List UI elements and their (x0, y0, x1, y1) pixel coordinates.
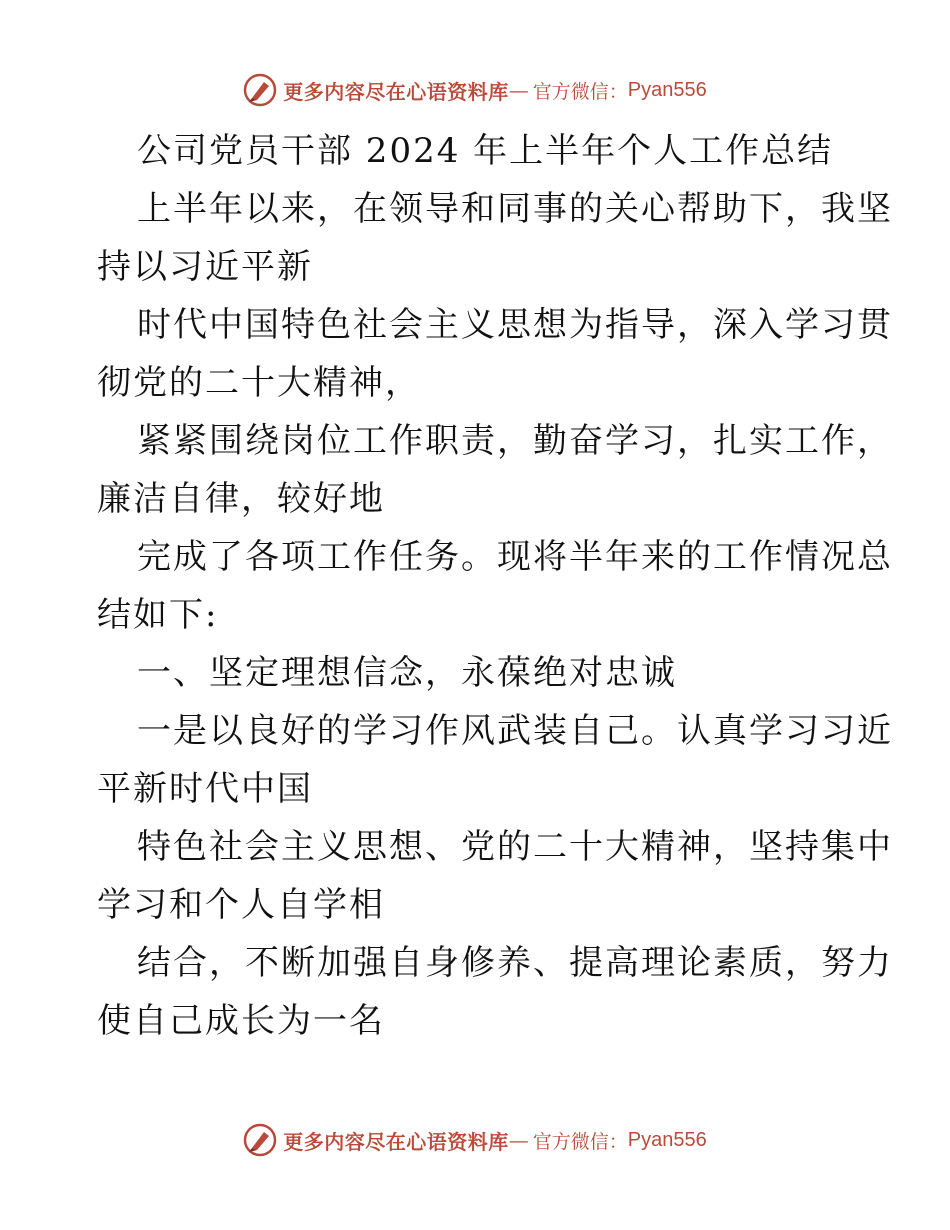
watermark-text: 更多内容尽在心语资料库 (283, 1129, 509, 1154)
text-line: 彻党的二十大精神， (97, 363, 421, 403)
text-line: 上半年以来，在领导和同事的关心帮助下，我坚 (137, 189, 893, 229)
text-line: 完成了各项工作任务。现将半年来的工作情况总 (137, 537, 893, 577)
watermark-label: 官方微信： (532, 80, 628, 103)
text-line: 平新时代中国 (97, 769, 313, 809)
watermark-wechat-id: Pyan556 (627, 1128, 707, 1151)
pen-logo-icon (243, 73, 277, 107)
watermark-wechat-id: Pyan556 (627, 78, 707, 101)
text-line: 学习和个人自学相 (97, 885, 385, 925)
watermark-footer (0, 1120, 950, 1160)
text-line: 持以习近平新 (97, 247, 313, 287)
text-line: 结如下: (97, 595, 219, 635)
text-line: 结合，不断加强自身修养、提高理论素质，努力 (137, 943, 893, 983)
section-heading: 一、坚定理想信念，永葆绝对忠诚 (137, 653, 677, 693)
watermark-header (0, 70, 950, 110)
watermark-label: 官方微信： (532, 1130, 628, 1153)
watermark-text: 更多内容尽在心语资料库 (283, 79, 509, 104)
text-line: 时代中国特色社会主义思想为指导，深入学习贯 (137, 305, 893, 345)
watermark-dash: — (508, 1128, 529, 1152)
text-line: 廉洁自律，较好地 (97, 479, 385, 519)
watermark-dash: — (508, 78, 529, 102)
document-title: 公司党员干部 2024 年上半年个人工作总结 (137, 131, 834, 171)
document-body (97, 122, 893, 1050)
text-line: 一是以良好的学习作风武装自己。认真学习习近 (137, 711, 893, 751)
text-line: 特色社会主义思想、党的二十大精神，坚持集中 (137, 827, 893, 867)
text-line: 使自己成长为一名 (97, 1001, 385, 1041)
text-line: 紧紧围绕岗位工作职责，勤奋学习，扎实工作， (137, 421, 893, 461)
pen-logo-icon (243, 1123, 277, 1157)
